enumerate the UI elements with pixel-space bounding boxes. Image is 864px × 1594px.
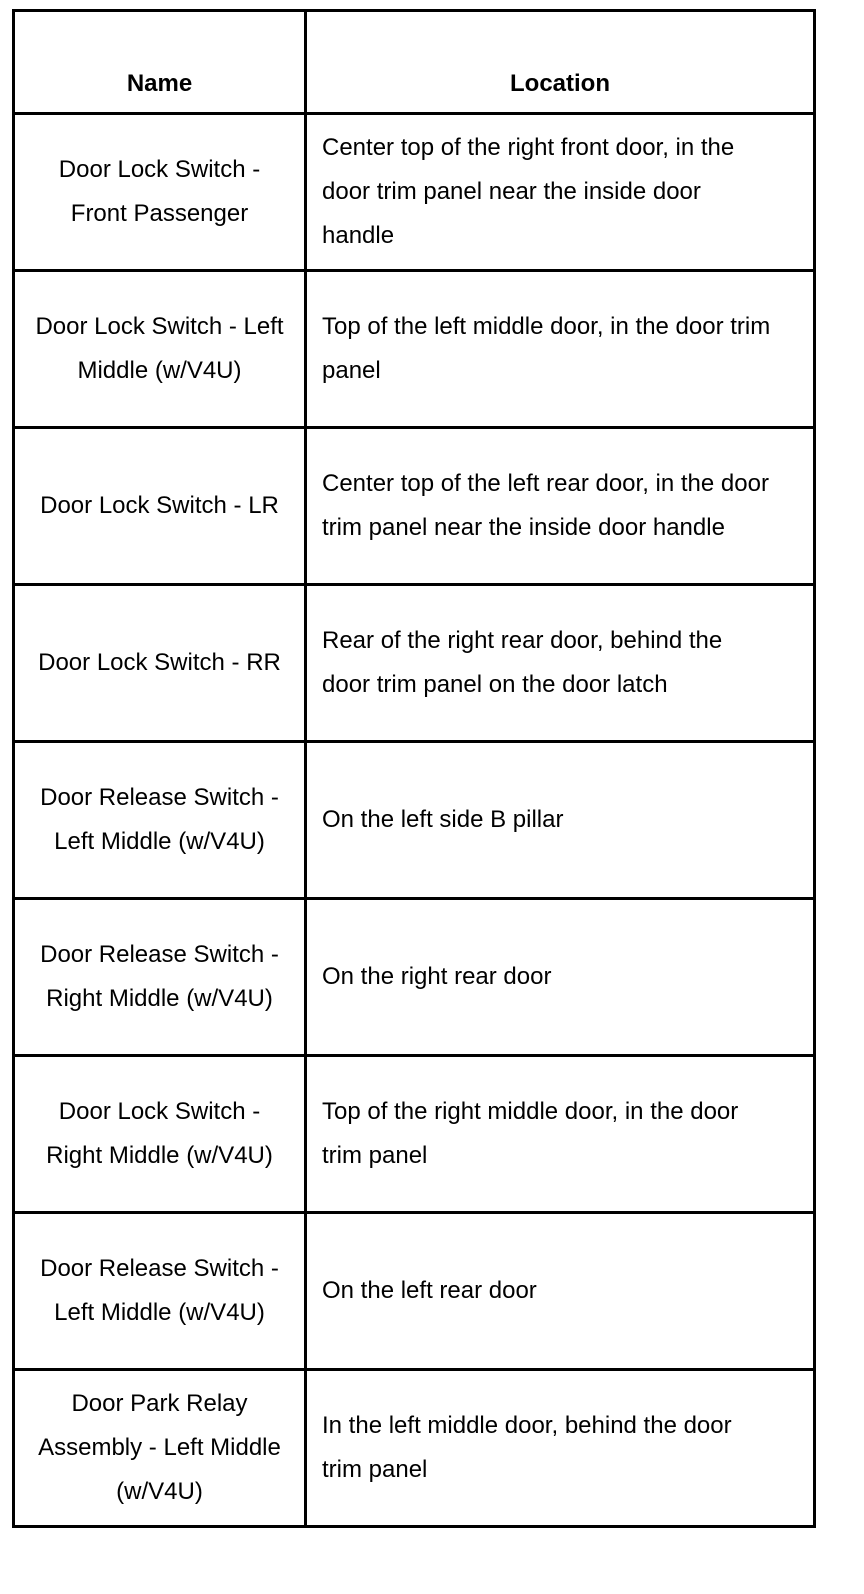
component-location-cell: On the left side B pillar: [306, 742, 815, 899]
component-location-table: [12, 9, 816, 1528]
component-name-cell: Door Lock Switch - Front Passenger: [14, 114, 306, 271]
component-name-cell: Door Release Switch - Left Middle (w/V4U): [14, 1213, 306, 1370]
table-row: [14, 114, 815, 271]
component-location-cell: Top of the right middle door, in the door trim panel: [306, 1056, 815, 1213]
component-name-cell: Door Release Switch - Right Middle (w/V4U): [14, 899, 306, 1056]
component-name-cell: Door Lock Switch - Right Middle (w/V4U): [14, 1056, 306, 1213]
table-row: [14, 1213, 815, 1370]
table-row: [14, 1056, 815, 1213]
component-location-cell: Rear of the right rear door, behind the door trim panel on the door latch: [306, 585, 815, 742]
column-header-location: Location: [306, 11, 815, 114]
component-location-cell: On the left rear door: [306, 1213, 815, 1370]
table-row: [14, 585, 815, 742]
component-name-cell: Door Lock Switch - RR: [14, 585, 306, 742]
table-row: [14, 742, 815, 899]
table-row: [14, 271, 815, 428]
component-location-cell: Center top of the left rear door, in the door trim panel near the inside door handle: [306, 428, 815, 585]
table-header: [14, 11, 815, 114]
component-location-cell: In the left middle door, behind the door trim panel: [306, 1370, 815, 1527]
component-name-cell: Door Release Switch - Left Middle (w/V4U): [14, 742, 306, 899]
component-name-cell: Door Lock Switch - LR: [14, 428, 306, 585]
table-row: [14, 1370, 815, 1527]
column-header-name: Name: [14, 11, 306, 114]
component-name-cell: Door Lock Switch - Left Middle (w/V4U): [14, 271, 306, 428]
table-row: [14, 428, 815, 585]
table-body: [14, 114, 815, 1527]
component-location-cell: On the right rear door: [306, 899, 815, 1056]
table-row: [14, 899, 815, 1056]
component-location-table-container: [12, 9, 813, 1528]
header-row: [14, 11, 815, 114]
component-location-cell: Center top of the right front door, in the door trim panel near the inside door handle: [306, 114, 815, 271]
component-location-cell: Top of the left middle door, in the door trim panel: [306, 271, 815, 428]
component-name-cell: Door Park Relay Assembly - Left Middle (w/V4U): [14, 1370, 306, 1527]
